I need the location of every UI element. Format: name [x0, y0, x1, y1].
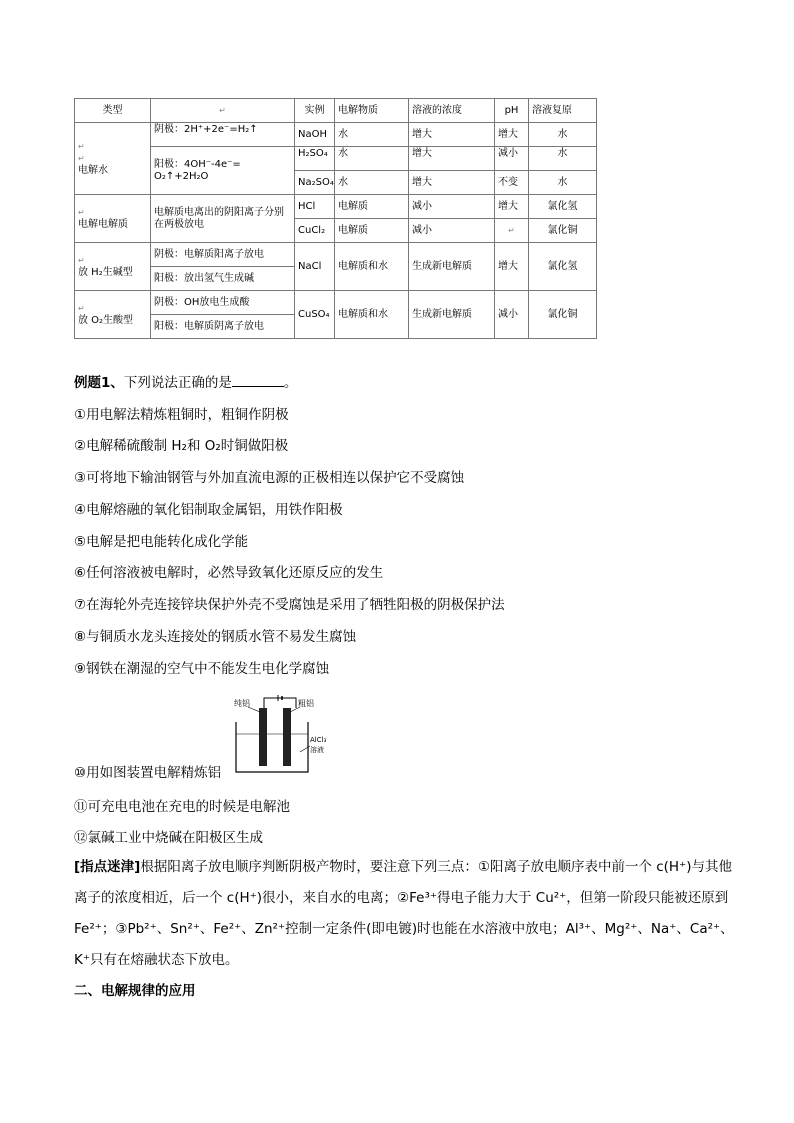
solution-label-1: AlCl₃ [310, 736, 326, 744]
header-restore: 溶液复原 [529, 99, 597, 123]
list-item: ⑦在海轮外壳连接锌块保护外壳不受腐蚀是采用了牺牲阳极的阴极保护法 [74, 597, 505, 613]
header-type: 类型 [75, 99, 151, 123]
table-row: CuCl₂ 电解质 减小 ↵ 氯化铜 [75, 219, 597, 243]
header-substance: 电解物质 [335, 99, 409, 123]
tip-label: [指点迷津] [74, 859, 141, 875]
type-cell: ↵ ↵ 电解水 [75, 123, 151, 195]
example-cell: NaOH [295, 123, 335, 147]
electrode-cell: 阳极：电解质阴离子放电 [151, 315, 295, 339]
list-item: ⑥任何溶液被电解时，必然导致氧化还原反应的发生 [74, 565, 384, 581]
section-title: 二、电解规律的应用 [74, 983, 196, 999]
electrode-cell: 电解质电离出的阴阳离子分别在两极放电 [151, 195, 295, 243]
answer-blank [232, 374, 284, 387]
type-cell: ↵ 放 O₂生酸型 [75, 291, 151, 339]
table-row: ↵ 放 H₂生碱型 阴极：电解质阳离子放电 NaCl 电解质和水 生成新电解质 增大 氯化氢 [75, 243, 597, 267]
electrode-cell: 阳极：放出氢气生成碱 [151, 267, 295, 291]
table-header-row [75, 99, 597, 123]
type-cell: ↵ 电解电解质 [75, 195, 151, 243]
beaker [236, 722, 308, 772]
list-item: ④电解熔融的氧化铝制取金属铝，用铁作阳极 [74, 502, 343, 518]
tip-paragraph [74, 852, 734, 976]
list-item: ⑨钢铁在潮湿的空气中不能发生电化学腐蚀 [74, 661, 330, 677]
crude-aluminum-electrode [283, 708, 291, 766]
solution-label-2: 溶液 [310, 746, 324, 754]
pure-aluminum-label: 纯铝 [234, 699, 250, 708]
list-item: ⑫氯碱工业中烧碱在阳极区生成 [74, 830, 263, 846]
crude-aluminum-label: 粗铝 [298, 699, 314, 708]
table-row: Na₂SO₄ 水 增大 不变 水 [75, 171, 597, 195]
table-row: ↵ 放 O₂生酸型 阴极：OH放电生成酸 CuSO₄ 电解质和水 生成新电解质 减小 氯化铜 [75, 291, 597, 315]
electrode-cell: 阴极：2H⁺+2e⁻=H₂↑ [151, 123, 295, 147]
header-electrode: ↵ [151, 99, 295, 123]
pure-aluminum-electrode [259, 708, 267, 766]
electrolysis-table: 类型 ↵ 实例 电解物质 溶液的浓度 pH 溶液复原 ↵ ↵ 电解水 阴极：2H⁺+2e⁻=H₂↑ NaOH 水 增大 增大 水 H₂SO₄ 水 增大 减小 水 阳极：4OH⁻-4e⁻= O₂↑+2H₂O Na₂SO₄ 水 增大 不变 水 ↵ 电解电解质 电解质电离出的阴阳离子分别在两极放电 HCl 电解质 减小 增大 氯化氢 CuCl₂ 电解质 减小 ↵ 氯化铜 ↵ 放 H₂生碱型 阴极：电解质阳离子放电 NaCl 电解质和水 生成新电解质 增大 氯化氢 阳极：放出氢气生成碱 ↵ 放 O₂生酸型 阴极：OH放电生成酸 CuSO₄ 电解质和水 生成新电解质 减小 氯化铜 阳极：电解质阴离子放电 [74, 98, 597, 339]
header-example: 实例 [295, 99, 335, 123]
list-item: ③可将地下输油钢管与外加直流电源的正极相连以保护它不受腐蚀 [74, 470, 465, 486]
header-ph: pH [495, 99, 529, 123]
electrode-cell: 阳极：4OH⁻-4e⁻= O₂↑+2H₂O [151, 147, 295, 195]
example-title: 例题1、下列说法正确的是 。 [74, 375, 298, 391]
list-item: ⑩用如图装置电解精炼铝 [74, 765, 222, 781]
list-item: ⑧与铜质水龙头连接处的钢质水管不易发生腐蚀 [74, 629, 357, 645]
list-item: ⑪可充电电池在充电的时候是电解池 [74, 799, 290, 815]
tip-text: 根据阳离子放电顺序判断阴极产物时，要注意下列三点：①阳离子放电顺序表中前一个 c(H⁺)与其他离子的浓度相近，后一个 c(H⁺)很小，来自水的电离；②Fe³⁺得电子能力大于 Cu²⁺，但第一阶段只能被还原到 Fe²⁺；③Pb²⁺、Sn²⁺、Fe²⁺、Zn²⁺控制一定条件(即电镀)时也能在水溶液中放电；Al³⁺、Mg²⁺、Na⁺、Ca²⁺、K⁺只有在熔融状态下放电。 [74, 859, 734, 968]
list-item: ②电解稀硫酸制 H₂和 O₂时铜做阳极 [74, 438, 289, 454]
type-cell: ↵ 放 H₂生碱型 [75, 243, 151, 291]
table-row: ↵ ↵ 电解水 阴极：2H⁺+2e⁻=H₂↑ NaOH 水 增大 增大 水 [75, 123, 597, 147]
list-item: ①用电解法精炼粗铜时，粗铜作阴极 [74, 407, 289, 423]
header-concentration: 溶液的浓度 [409, 99, 495, 123]
table-row: ↵ 电解电解质 电解质电离出的阴阳离子分别在两极放电 HCl 电解质 减小 增大 氯化氢 [75, 195, 597, 219]
list-item: ⑤电解是把电能转化成化学能 [74, 534, 249, 550]
electrolysis-device-diagram [226, 694, 326, 776]
wire [264, 698, 296, 708]
electrode-cell: 阴极：OH放电生成酸 [151, 291, 295, 315]
electrode-cell: 阴极：电解质阳离子放电 [151, 243, 295, 267]
